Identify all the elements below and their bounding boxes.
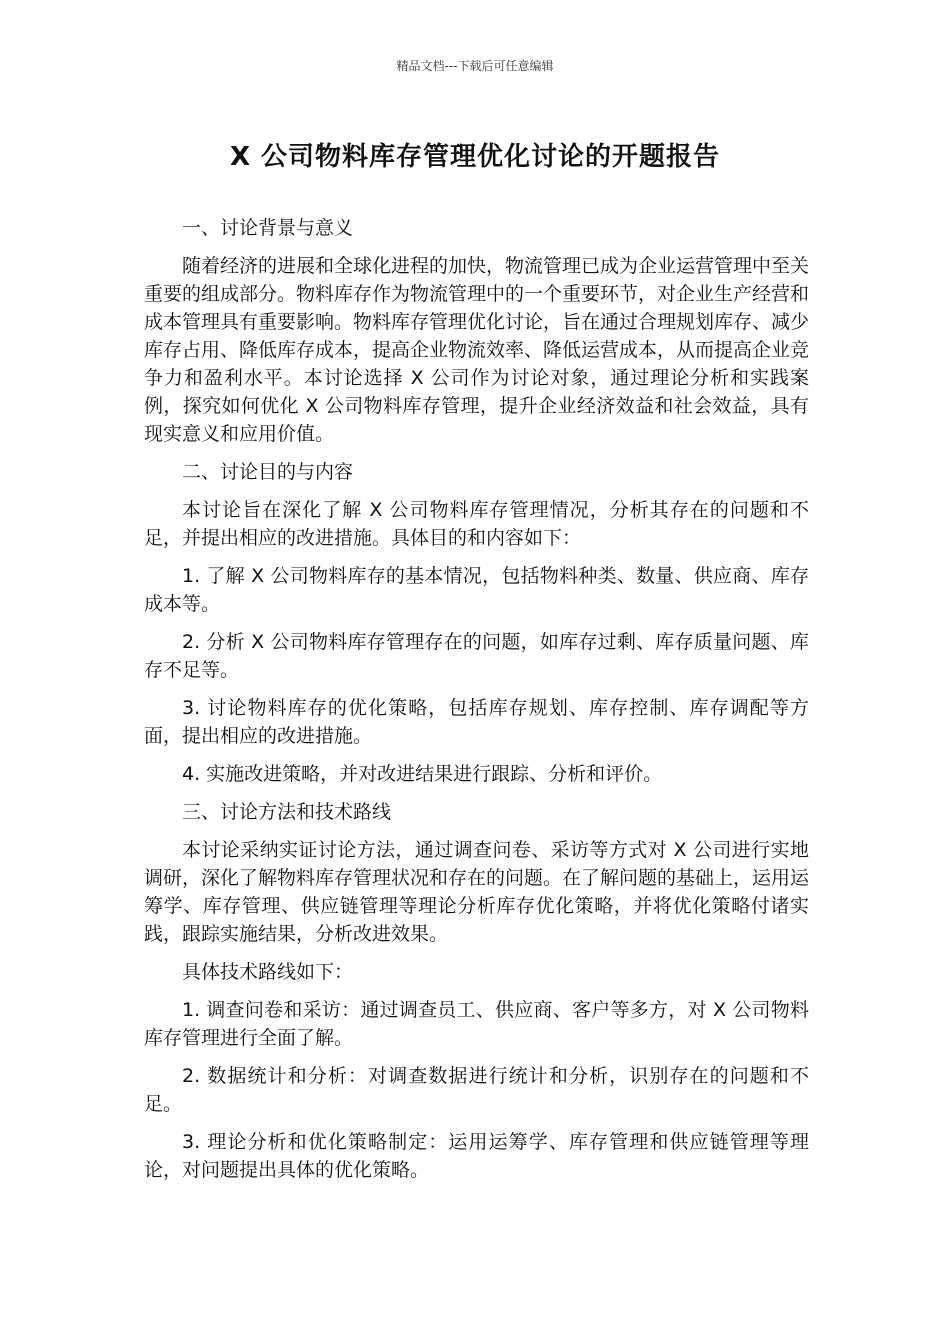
section-heading-background: 一、讨论背景与意义 xyxy=(182,217,354,239)
list-item-purpose-1: 1. 了解 X 公司物料库存的基本情况，包括物料种类、数量、供应商、库存成本等。 xyxy=(144,565,809,615)
document-title: X 公司物料库存管理优化讨论的开题报告 xyxy=(229,142,721,172)
paragraph-methods: 本讨论采纳实证讨论方法，通过调查问卷、采访等方式对 X 公司进行实地调研，深化了解物料库存管理状况和存在的问题。在了解问题的基础上，运用运筹学、库存管理、供应链管理等理论分析库存优化策略，并将优化策略付诸实践，跟踪实施结果，分析改进效果。 xyxy=(144,839,810,945)
paragraph-purpose-intro: 本讨论旨在深化了解 X 公司物料库存管理情况，分析其存在的问题和不足，并提出相应的改进措施。具体目的和内容如下： xyxy=(144,499,809,549)
page-header-note: 精品文档---下载后可任意编辑 xyxy=(396,59,554,73)
list-item-route-3: 3. 理论分析和优化策略制定：运用运筹学、库存管理和供应链管理等理论，对问题提出具体的优化策略。 xyxy=(144,1131,809,1181)
list-item-purpose-2: 2. 分析 X 公司物料库存管理存在的问题，如库存过剩、库存质量问题、库存不足等。 xyxy=(144,631,809,681)
document-body xyxy=(144,214,809,1194)
section-heading-methods: 三、讨论方法和技术路线 xyxy=(182,801,392,823)
paragraph-route-intro: 具体技术路线如下： xyxy=(182,961,354,983)
list-item-purpose-4: 4. 实施改进策略，并对改进结果进行跟踪、分析和评价。 xyxy=(182,763,663,785)
list-item-route-1: 1. 调查问卷和采访：通过调查员工、供应商、客户等多方，对 X 公司物料库存管理进行全面了解。 xyxy=(144,999,809,1049)
list-item-route-2: 2. 数据统计和分析：对调查数据进行统计和分析，识别存在的问题和不足。 xyxy=(144,1065,809,1115)
section-heading-purpose: 二、讨论目的与内容 xyxy=(182,461,354,483)
paragraph-background: 随着经济的进展和全球化进程的加快，物流管理已成为企业运营管理中至关重要的组成部分。物料库存作为物流管理中的一个重要环节，对企业生产经营和成本管理具有重要影响。物料库存管理优化讨论，旨在通过合理规划库存、减少库存占用、降低库存成本，提高企业物流效率、降低运营成本，从而提高企业竞争力和盈利水平。本讨论选择 X 公司作为讨论对象，通过理论分析和实践案例，探究如何优化 X 公司物料库存管理，提升企业经济效益和社会效益，具有现实意义和应用价值。 xyxy=(144,255,810,445)
list-item-purpose-3: 3. 讨论物料库存的优化策略，包括库存规划、库存控制、库存调配等方面，提出相应的改进措施。 xyxy=(144,697,809,747)
